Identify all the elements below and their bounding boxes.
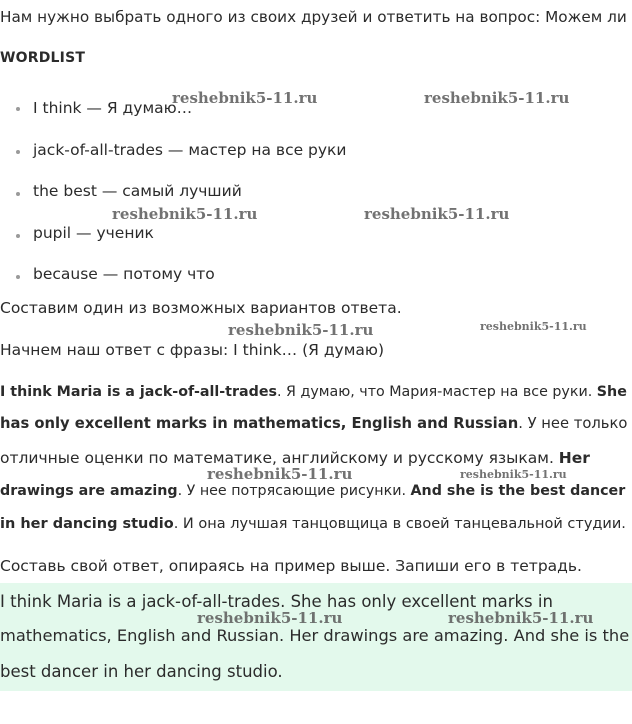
watermark-text: reshebnik5-11.ru <box>364 205 510 223</box>
example-line <box>0 481 625 501</box>
watermark-text: reshebnik5-11.ru <box>424 89 570 107</box>
wordlist-heading: WORDLIST <box>0 50 86 66</box>
watermark-text: reshebnik5-11.ru <box>480 320 587 333</box>
bullet-icon <box>16 150 20 154</box>
example-english-text: in her dancing studio <box>0 516 174 532</box>
example-english-text: I think Maria is a jack-of-all-trades <box>0 384 277 400</box>
wordlist-item: the best — самый лучший <box>33 182 242 200</box>
example-english-text: She <box>596 384 627 400</box>
watermark-text: reshebnik5-11.ru <box>460 468 567 481</box>
wordlist-item: pupil — ученик <box>33 224 154 242</box>
intro-text: Нам нужно выбрать одного из своих друзей и ответить на вопрос: Можем ли <box>0 8 627 26</box>
wordlist-item: because — потому что <box>33 265 215 283</box>
example-line <box>0 382 627 402</box>
answer-line: I think Maria is a jack-of-all-trades. She has only excellent marks in <box>0 592 553 611</box>
example-russian-text: отличные оценки по математике, английскому и русскому языкам. <box>0 449 559 467</box>
answer-line: best dancer in her dancing studio. <box>0 662 283 681</box>
answer-line: mathematics, English and Russian. Her drawings are amazing. And she is the <box>0 626 630 645</box>
example-russian-text: . И она лучшая танцовщица в своей танцевальной студии. <box>173 516 626 532</box>
watermark-text: reshebnik5-11.ru <box>228 321 374 339</box>
example-line <box>0 514 626 534</box>
watermark-text: reshebnik5-11.ru <box>172 89 318 107</box>
compose-text: Составим один из возможных вариантов ответа. <box>0 299 402 317</box>
watermark-text: reshebnik5-11.ru <box>197 609 343 627</box>
watermark-text: reshebnik5-11.ru <box>112 205 258 223</box>
example-english-text: And she is the best dancer <box>410 483 626 499</box>
example-line <box>0 414 627 434</box>
example-russian-text: . У нее только <box>518 415 628 432</box>
example-english-text: has only excellent marks in mathematics, English and Russian <box>0 415 519 432</box>
instruction-text: Составь свой ответ, опираясь на пример выше. Запиши его в тетрадь. <box>0 557 582 575</box>
wordlist-item: I think — Я думаю… <box>33 99 193 117</box>
example-english-text: drawings are amazing <box>0 483 178 499</box>
bullet-icon <box>16 234 20 238</box>
bullet-icon <box>16 107 20 111</box>
example-russian-text: . Я думаю, что Мария-мастер на все руки. <box>276 384 597 400</box>
bullet-icon <box>16 275 20 279</box>
wordlist-item: jack-of-all-trades — мастер на все руки <box>33 141 347 159</box>
answer-box <box>0 583 632 691</box>
example-english-text: Her <box>558 449 590 467</box>
watermark-text: reshebnik5-11.ru <box>448 609 594 627</box>
example-russian-text: . У нее потрясающие рисунки. <box>177 483 411 499</box>
start-text: Начнем наш ответ с фразы: I think… (Я думаю) <box>0 341 385 359</box>
bullet-icon <box>16 192 20 196</box>
watermark-text: reshebnik5-11.ru <box>207 465 353 483</box>
